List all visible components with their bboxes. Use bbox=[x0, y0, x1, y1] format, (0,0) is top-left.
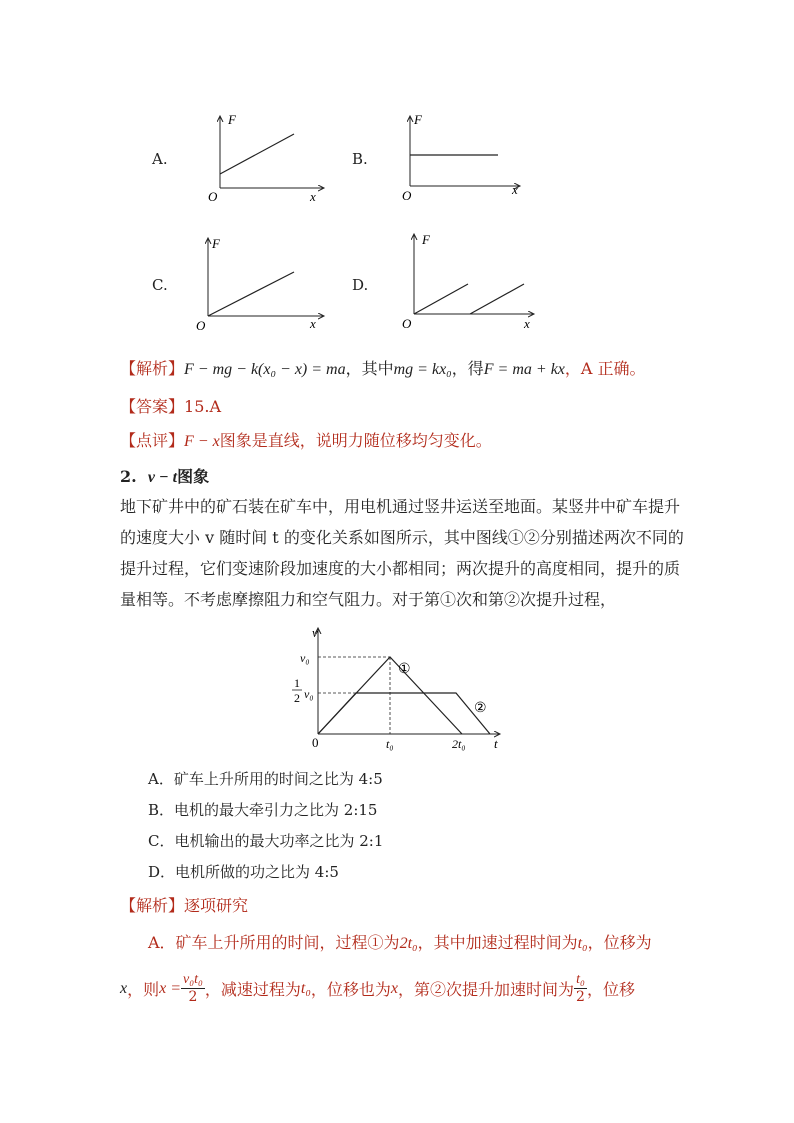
option-c-label: C. bbox=[152, 276, 168, 294]
section-2-num: 2. bbox=[120, 467, 137, 486]
problem-line-3: 提升过程，它们变速阶段加速度的大小都相同；两次提升的高度相同，提升的质 bbox=[120, 559, 681, 578]
problem-text bbox=[120, 491, 705, 615]
graph-a bbox=[200, 108, 330, 206]
vt-t-label: t bbox=[494, 736, 498, 751]
detail-a-line-1 bbox=[148, 930, 652, 953]
vt-circle-1: ① bbox=[398, 662, 411, 677]
choice-c: C．电机输出的最大功率之比为 2:1 bbox=[148, 832, 384, 850]
graph-d-x: x bbox=[524, 316, 530, 331]
comment-line bbox=[120, 428, 492, 451]
analysis-1 bbox=[120, 356, 646, 379]
vt-half-den: 2 bbox=[294, 691, 300, 705]
choice-a: A．矿车上升所用的时间之比为 4:5 bbox=[148, 770, 383, 788]
answer-tag: 【答案】 bbox=[120, 397, 185, 416]
detail-a-m1: 2t₀ bbox=[399, 935, 418, 952]
graph-d-F: F bbox=[422, 232, 430, 247]
problem-line-1: 地下矿井中的矿石装在矿车中，用电机通过竖井运送至地面。某竖井中矿车提升 bbox=[120, 497, 681, 516]
detail-a-m4: x = bbox=[159, 979, 182, 997]
graph-d-line-1 bbox=[414, 284, 468, 314]
detail-a-fraction-2: $\frac{\text{t₀}}{2}$ bbox=[576, 972, 585, 1005]
graph-d-line-2 bbox=[470, 284, 524, 314]
comment-text: 图象是直线，说明力随位移均匀变化。 bbox=[219, 431, 492, 450]
analysis-2 bbox=[120, 893, 248, 916]
section-2-math: v − t bbox=[147, 469, 178, 486]
analysis-1-mid: ，其中 bbox=[345, 359, 394, 378]
detail-a-p2: ，其中加速过程时间为 bbox=[417, 933, 578, 952]
detail-a-p7: ，第②次提升加速时间为 bbox=[398, 980, 575, 999]
analysis-1-end: ，A 正确。 bbox=[564, 359, 646, 378]
analysis-1-mid2: ，得 bbox=[451, 359, 484, 378]
graph-b-x: x bbox=[512, 182, 518, 197]
problem-line-4: 量相等。不考虑摩擦阻力和空气阻力。对于第①次和第②次提升过程， bbox=[120, 590, 617, 609]
graph-b-O: O bbox=[402, 188, 412, 203]
analysis-1-eq1: F − mg − k(x₀ − x) = ma bbox=[184, 361, 346, 378]
vt-curve-2 bbox=[318, 693, 490, 734]
analysis-1-eq2: mg = kx₀ bbox=[393, 361, 452, 378]
graph-d bbox=[398, 226, 540, 332]
graph-c-F: F bbox=[212, 236, 220, 251]
graph-c-line bbox=[208, 272, 294, 316]
detail-a-fraction-1: $\frac{\text{v₀t₀}}{2}$ bbox=[183, 972, 203, 1005]
detail-a-p1: A．矿车上升所用的时间，过程①为 bbox=[148, 933, 400, 952]
graph-a-line bbox=[220, 134, 294, 174]
vt-v-label: v bbox=[312, 625, 318, 640]
vt-zero: 0 bbox=[312, 735, 319, 750]
option-b-label: B. bbox=[352, 150, 368, 168]
analysis-1-tag: 【解析】 bbox=[120, 359, 185, 378]
option-a-label: A. bbox=[152, 150, 168, 168]
problem-line-2: 的速度大小 v 随时间 t 的变化关系如图所示，其中图线①②分别描述两次不同的 bbox=[120, 528, 684, 547]
detail-a-p3: ，位移为 bbox=[587, 933, 652, 952]
graph-b bbox=[398, 108, 528, 206]
analysis-1-eq3: F = ma + kx bbox=[483, 361, 565, 378]
detail-a-p6: ，位移也为 bbox=[310, 980, 391, 999]
analysis-2-tag: 【解析】 bbox=[120, 896, 185, 915]
option-d-label: D. bbox=[352, 276, 369, 294]
detail-a-p8: ，位移 bbox=[586, 980, 635, 999]
detail-a-m6: x bbox=[390, 979, 399, 997]
comment-tag: 【点评】 bbox=[120, 431, 185, 450]
graph-a-x: x bbox=[310, 189, 316, 204]
vt-chart bbox=[286, 620, 508, 756]
section-2-text: 图象 bbox=[177, 467, 210, 486]
detail-a-m5: t₀ bbox=[300, 979, 311, 997]
analysis-2-text: 逐项研究 bbox=[184, 896, 249, 915]
graph-a-O: O bbox=[208, 189, 218, 204]
vt-half-num: 1 bbox=[294, 676, 300, 690]
choice-d: D．电机所做的功之比为 4:5 bbox=[148, 863, 339, 881]
graph-d-O: O bbox=[402, 316, 412, 331]
graph-c bbox=[194, 232, 330, 332]
answer-text: 15.A bbox=[184, 397, 222, 416]
vt-t0-label: t₀ bbox=[386, 737, 394, 751]
graph-b-F: F bbox=[414, 112, 422, 127]
answer-line bbox=[120, 394, 221, 417]
detail-a-p5: ，减速过程为 bbox=[204, 980, 301, 999]
graph-c-x: x bbox=[310, 316, 316, 331]
section-2-title bbox=[120, 464, 209, 487]
graph-c-O: O bbox=[196, 318, 206, 332]
vt-half-v0: v₀ bbox=[304, 687, 314, 701]
comment-fx: F − x bbox=[184, 433, 220, 450]
graph-a-F: F bbox=[228, 112, 236, 127]
detail-a-m2: t₀ bbox=[577, 935, 588, 952]
detail-a-line-2 bbox=[120, 972, 635, 1005]
detail-a-p4: ，则 bbox=[127, 980, 160, 999]
vt-circle-2: ② bbox=[474, 701, 487, 716]
choice-b: B．电机的最大牵引力之比为 2:15 bbox=[148, 801, 378, 819]
vt-v0-label: v₀ bbox=[300, 651, 310, 665]
vt-2t0-label: 2t₀ bbox=[452, 737, 466, 751]
detail-a-m3: x bbox=[120, 979, 128, 997]
